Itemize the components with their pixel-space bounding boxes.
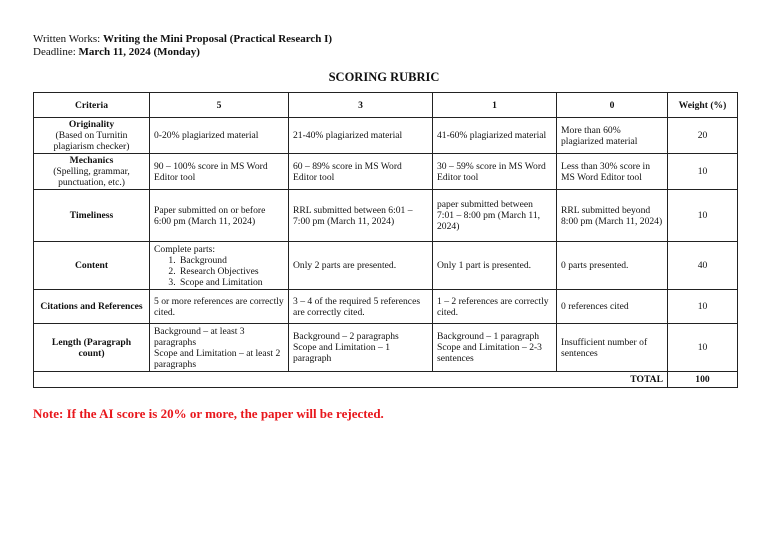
score-1-cell <box>433 324 557 372</box>
score-3-cell: 60 – 89% score in MS Word Editor tool <box>289 154 433 190</box>
written-works-label: Written Works: <box>33 33 103 45</box>
weight-cell: 40 <box>668 242 738 290</box>
line-text: Background – 2 paragraphs <box>293 331 399 342</box>
criteria-subtitle: (Spelling, grammar, punctuation, etc.) <box>53 166 130 188</box>
column-header: Criteria <box>34 93 150 118</box>
total-row <box>34 372 738 388</box>
written-works-value: Writing the Mini Proposal (Practical Research I) <box>102 33 333 45</box>
table-header-row <box>34 93 738 118</box>
content-parts-list <box>154 255 284 288</box>
criteria-title: Citations and References <box>40 301 143 312</box>
deadline-label: Deadline: <box>33 46 79 58</box>
list-item: 1. Background <box>178 255 284 266</box>
score-5-cell: 5 or more references are correctly cited. <box>150 290 289 324</box>
criteria-cell <box>34 242 150 290</box>
page-title: SCORING RUBRIC <box>328 70 440 84</box>
score-3-cell <box>289 324 433 372</box>
table-row <box>34 242 738 290</box>
score-3-cell: 21-40% plagiarized material <box>289 118 433 154</box>
score-1-cell: 1 – 2 references are correctly cited. <box>433 290 557 324</box>
score-0-cell: 0 parts presented. <box>557 242 668 290</box>
total-label: TOTAL <box>34 372 668 388</box>
line-text: Background – 1 paragraph <box>437 331 540 342</box>
criteria-cell <box>34 324 150 372</box>
criteria-title: Timeliness <box>69 210 114 221</box>
score-1-cell: Only 1 part is presented. <box>433 242 557 290</box>
total-value: 100 <box>668 372 738 388</box>
column-header: Weight (%) <box>668 93 738 118</box>
table-row <box>34 324 738 372</box>
weight-cell: 10 <box>668 324 738 372</box>
criteria-cell <box>34 118 150 154</box>
weight-cell: 10 <box>668 290 738 324</box>
score-0-cell: Insufficient number of sentences <box>557 324 668 372</box>
criteria-title: Originality <box>68 119 115 130</box>
score-0-cell: Less than 30% score in MS Word Editor tool <box>557 154 668 190</box>
table-row <box>34 118 738 154</box>
table-row <box>34 190 738 242</box>
criteria-title: Content <box>74 260 109 271</box>
ai-score-note: Note: If the AI score is 20% or more, the paper will be rejected. <box>33 406 384 421</box>
list-item: 2. Research Objectives <box>178 266 284 277</box>
criteria-cell <box>34 290 150 324</box>
line-text: Scope and Limitation – 1 paragraph <box>293 342 390 364</box>
line-text: Scope and Limitation – at least 2 paragraphs <box>154 347 281 370</box>
table-row <box>34 154 738 190</box>
score-5-cell: 0-20% plagiarized material <box>150 118 289 154</box>
score-3-cell: RRL submitted between 6:01 – 7:00 pm (March 11, 2024) <box>289 190 433 242</box>
weight-cell: 20 <box>668 118 738 154</box>
column-header: 3 <box>289 93 433 118</box>
weight-cell: 10 <box>668 190 738 242</box>
scoring-rubric-table <box>33 92 738 388</box>
score-3-cell: 3 – 4 of the required 5 references are correctly cited. <box>289 290 433 324</box>
criteria-cell <box>34 154 150 190</box>
score-0-cell: 0 references cited <box>557 290 668 324</box>
deadline-line <box>33 46 332 59</box>
score-1-cell: 41-60% plagiarized material <box>433 118 557 154</box>
criteria-subtitle: (Based on Turnitin plagiarism checker) <box>53 130 130 152</box>
column-header: 0 <box>557 93 668 118</box>
line-text: Background – at least 3 paragraphs <box>154 325 245 348</box>
content-intro: Complete parts: <box>154 243 216 255</box>
score-5-cell <box>150 324 289 372</box>
score-5-cell: Paper submitted on or before 6:00 pm (March 11, 2024) <box>150 190 289 242</box>
column-header: 5 <box>150 93 289 118</box>
score-0-cell: RRL submitted beyond 8:00 pm (March 11, 2024) <box>557 190 668 242</box>
criteria-title: Length (Paragraph count) <box>51 336 132 359</box>
list-item: 3. Scope and Limitation <box>178 277 284 288</box>
score-0-cell: More than 60% plagiarized material <box>557 118 668 154</box>
score-1-cell: paper submitted between 7:01 – 8:00 pm (March 11, 2024) <box>433 190 557 242</box>
column-header: 1 <box>433 93 557 118</box>
score-1-cell: 30 – 59% score in MS Word Editor tool <box>433 154 557 190</box>
written-works-line <box>33 33 332 46</box>
deadline-value: March 11, 2024 (Monday) <box>78 46 200 58</box>
criteria-title: Mechanics <box>69 155 114 166</box>
score-5-cell <box>150 242 289 290</box>
document-header <box>33 33 332 59</box>
line-text: Scope and Limitation – 2-3 sentences <box>437 342 542 364</box>
weight-cell: 10 <box>668 154 738 190</box>
score-5-cell: 90 – 100% score in MS Word Editor tool <box>150 154 289 190</box>
table-row <box>34 290 738 324</box>
criteria-cell <box>34 190 150 242</box>
score-3-cell: Only 2 parts are presented. <box>289 242 433 290</box>
